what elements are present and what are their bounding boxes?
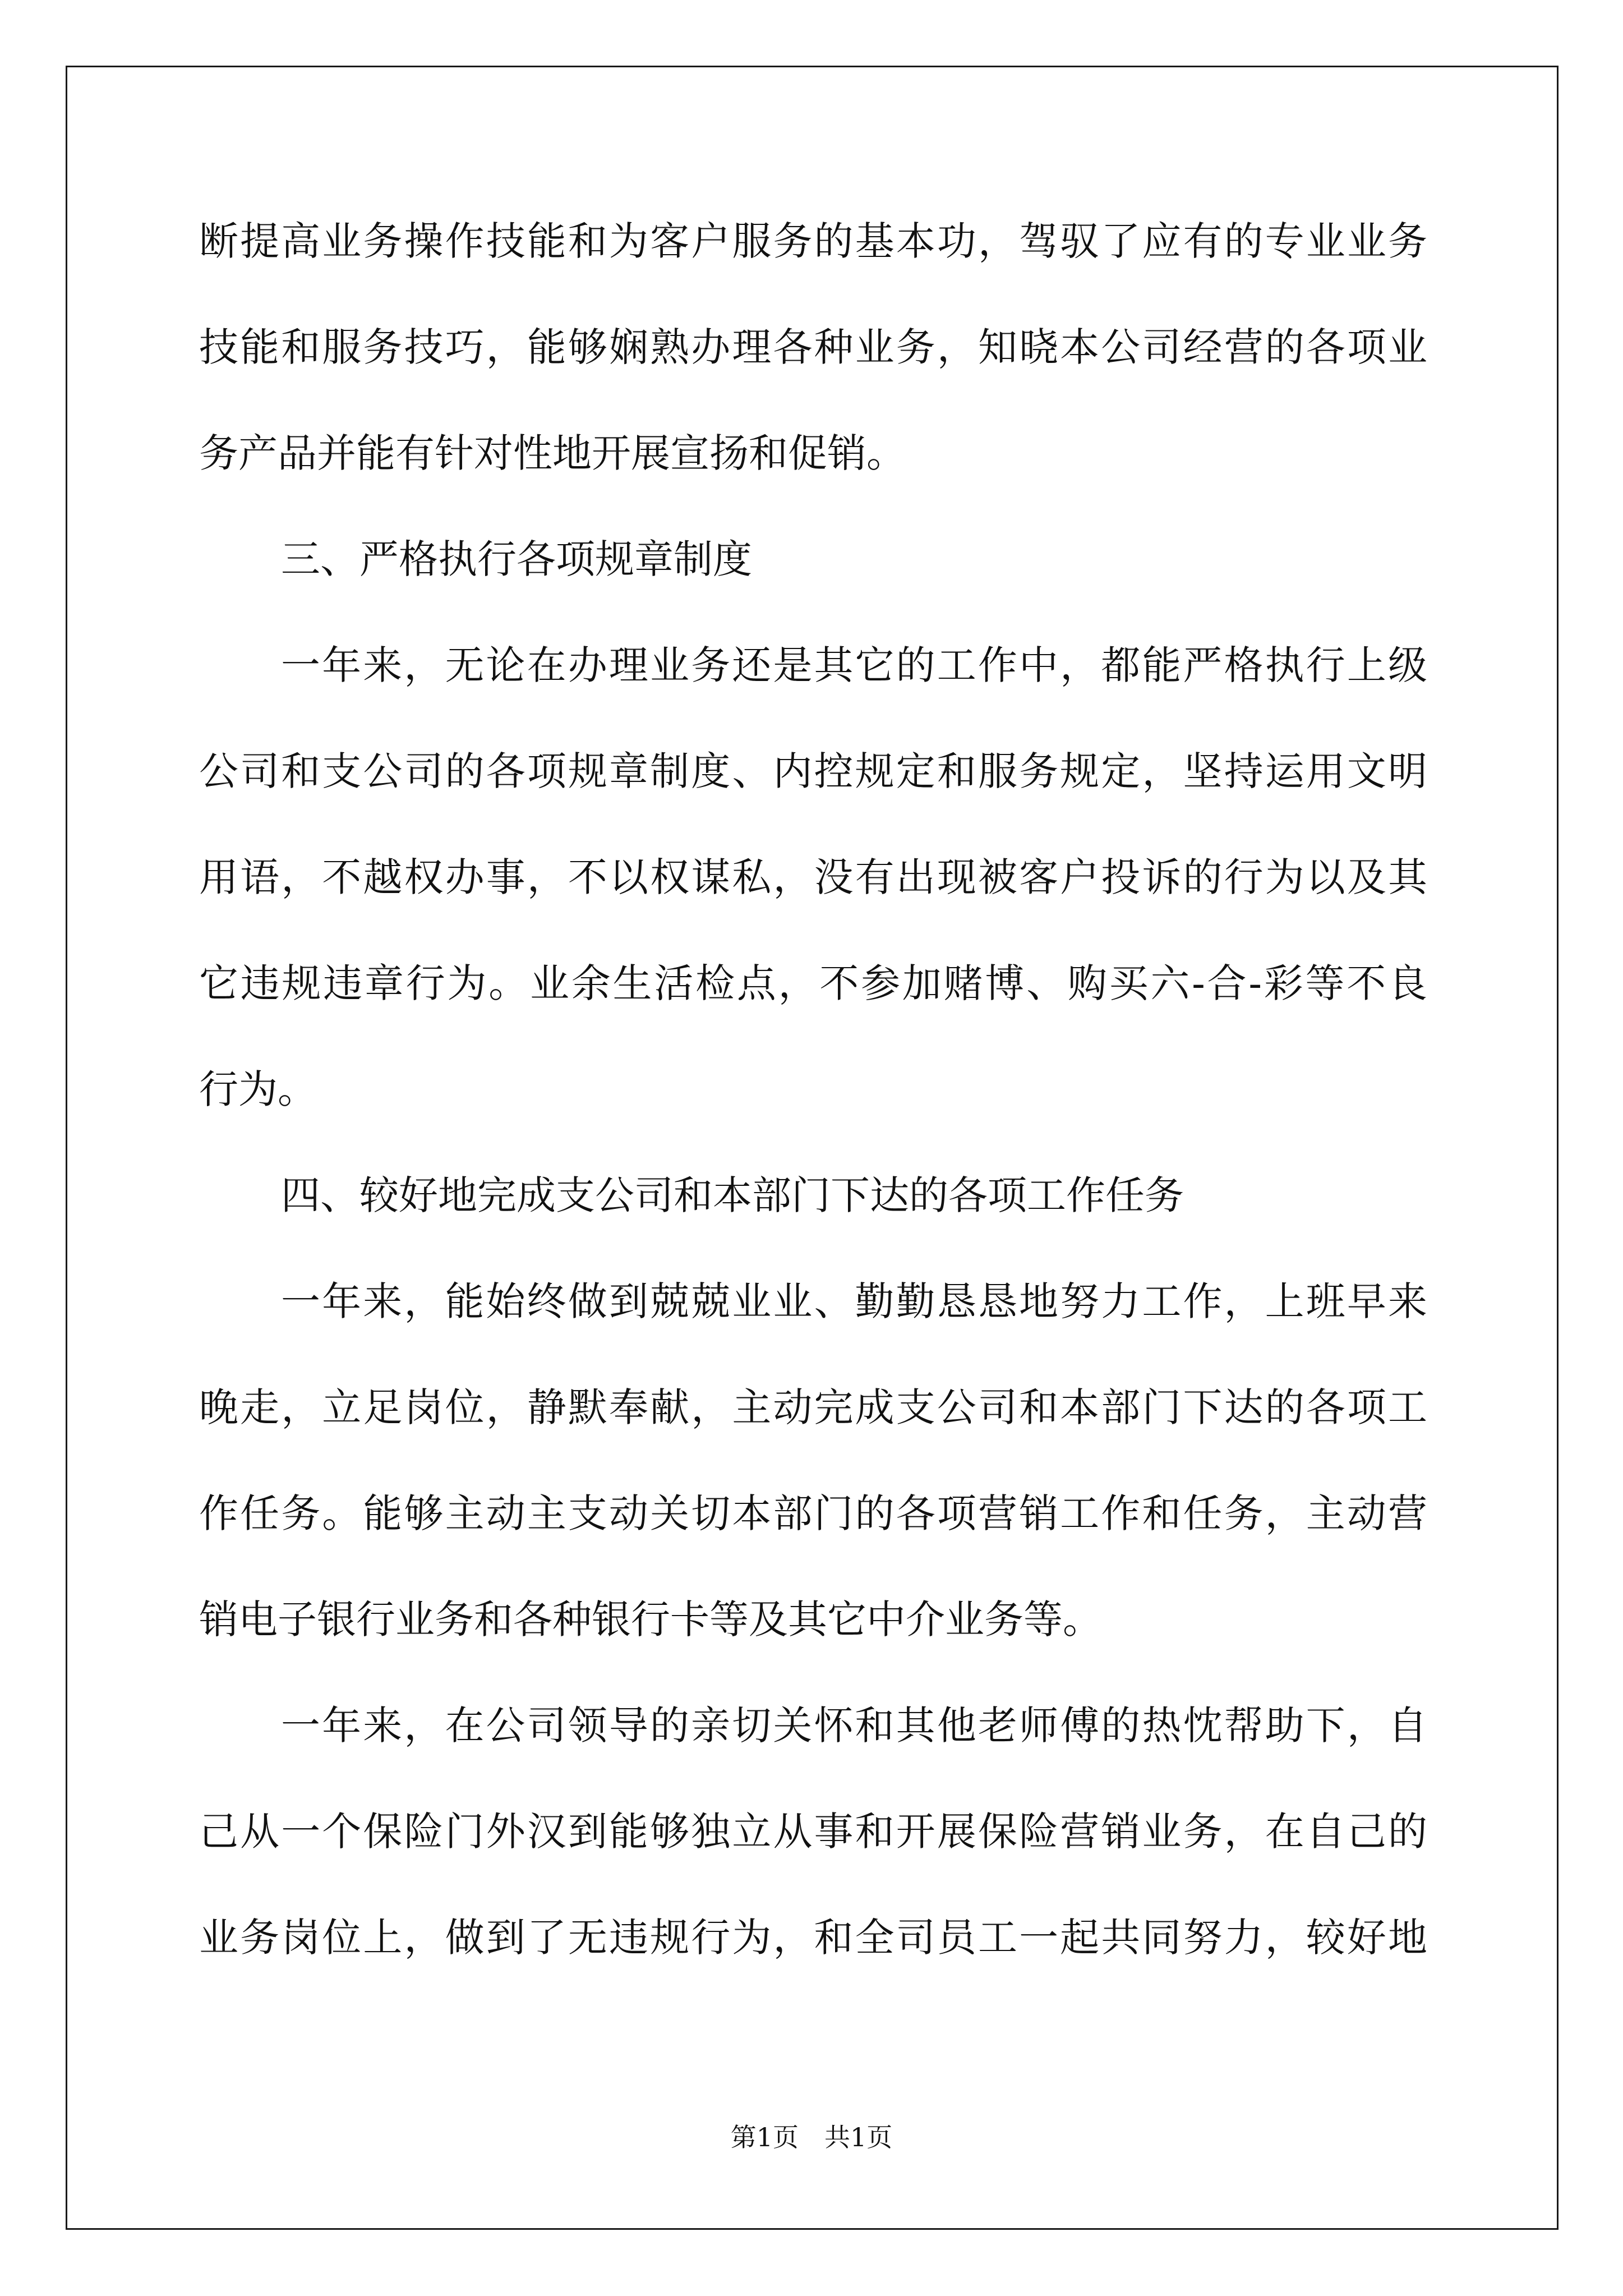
text-line: 作任务。能够主动主支动关切本部门的各项营销工作和任务，主动营: [199, 1490, 1427, 1536]
text-line: 己从一个保险门外汉到能够独立从事和开展保险营销业务，在自己的: [199, 1809, 1427, 1855]
text-line: 它违规违章行为。业余生活检点，不参加赌博、购买六-合-彩等不良: [199, 960, 1427, 1006]
text-line: 公司和支公司的各项规章制度、内控规定和服务规定，坚持运用文明: [199, 748, 1427, 794]
text-line: 用语，不越权办事，不以权谋私，没有出现被客户投诉的行为以及其: [199, 854, 1427, 900]
text-line: 行为。: [199, 1066, 317, 1112]
section-heading: 三、严格执行各项规章制度: [281, 536, 752, 582]
text-line: 技能和服务技巧，能够娴熟办理各种业务，知晓本公司经营的各项业: [199, 324, 1427, 370]
page-number-footer: 第1页 共1页: [730, 2122, 893, 2152]
text-line: 一年来，能始终做到兢兢业业、勤勤恳恳地努力工作，上班早来: [281, 1278, 1427, 1324]
text-line: 一年来，在公司领导的亲切关怀和其他老师傅的热忱帮助下，自: [281, 1703, 1427, 1749]
text-line: 一年来，无论在办理业务还是其它的工作中，都能严格执行上级: [281, 642, 1427, 688]
text-line: 务产品并能有针对性地开展宣扬和促销。: [199, 430, 906, 476]
text-line: 销电子银行业务和各种银行卡等及其它中介业务等。: [199, 1596, 1102, 1642]
section-heading: 四、较好地完成支公司和本部门下达的各项工作任务: [281, 1172, 1184, 1218]
text-line: 断提高业务操作技能和为客户服务的基本功，驾驭了应有的专业业务: [199, 218, 1427, 264]
text-line: 业务岗位上，做到了无违规行为，和全司员工一起共同努力，较好地: [199, 1915, 1427, 1961]
page-border: [66, 66, 1559, 2230]
text-line: 晚走，立足岗位，静默奉献，主动完成支公司和本部门下达的各项工: [199, 1384, 1427, 1430]
